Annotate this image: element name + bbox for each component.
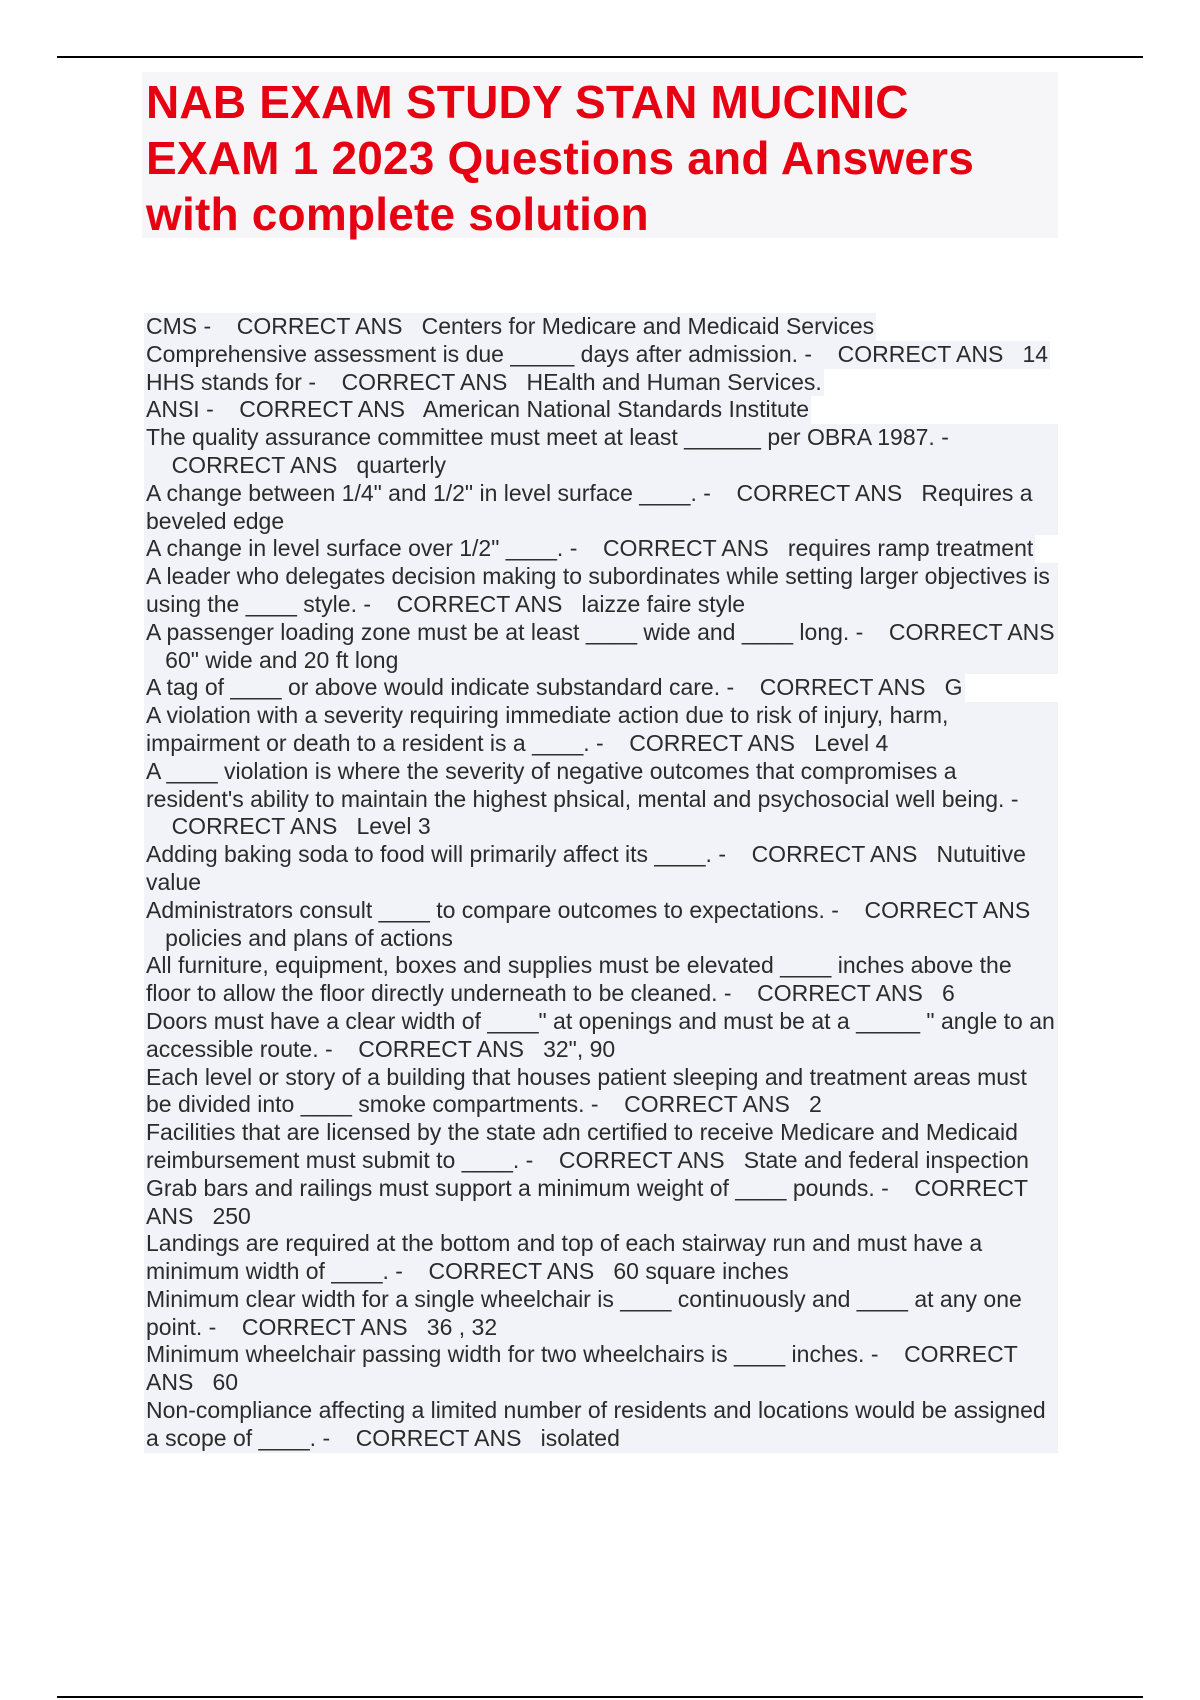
question-text: A change in level surface over 1/2" ____. - <box>146 535 578 562</box>
qa-entry <box>144 369 824 397</box>
qa-entry <box>144 535 1035 563</box>
correct-answer-label: CORRECT ANS <box>736 479 903 506</box>
answer-text: 60 <box>212 1369 239 1396</box>
title-line: NAB EXAM STUDY STAN MUCINIC <box>146 76 909 128</box>
question-text: A leader who delegates decision making to subordinates while setting larger objectives is using the ____ style. - <box>146 563 1050 617</box>
question-text: A passenger loading zone must be at least ____ wide and ____ long. - <box>146 618 864 645</box>
qa-entry <box>144 619 1058 675</box>
question-text: CMS - <box>146 313 212 339</box>
question-text: Facilities that are licensed by the state adn certified to receive Medicare and Medicaid reimbursement must submit to ____. - <box>146 1119 1018 1173</box>
qa-entry <box>144 702 1058 758</box>
qa-entry <box>144 341 1050 369</box>
answer-text: 36 , 32 <box>426 1313 498 1340</box>
answer-text: American National Standards Institute <box>422 396 810 423</box>
correct-answer-label: CORRECT ANS <box>358 1035 524 1062</box>
document-title <box>146 74 1054 242</box>
correct-answer-label: CORRECT ANS <box>236 313 403 339</box>
answer-text: 14 <box>1022 340 1049 367</box>
question-text: A violation with a severity requiring immediate action due to risk of injury, harm, impairment or death to a resident is a ____. - <box>146 702 949 756</box>
title-block <box>142 72 1058 238</box>
question-text: HHS stands for - <box>146 368 316 395</box>
qa-entry <box>144 952 1058 1008</box>
correct-answer-label: CORRECT ANS <box>355 1424 522 1451</box>
correct-answer-label: CORRECT ANS <box>602 535 769 562</box>
question-text: Landings are required at the bottom and top of each stairway run and must have a minimum width of ____. - <box>146 1230 983 1285</box>
answer-text: G <box>944 674 963 701</box>
qa-entry <box>144 1230 1058 1286</box>
answer-text: 6 <box>942 980 955 1007</box>
answer-text: 60" wide and 20 ft long <box>165 646 399 673</box>
question-text: A ____ violation is where the severity of negative outcomes that compromises a resident's ability to maintain the highest phsical, mental and psychosocial well being. - <box>146 757 1019 812</box>
answer-text: laizze faire style <box>581 590 746 617</box>
question-text: Comprehensive assessment is due _____ days after admission. - <box>146 340 813 367</box>
correct-answer-label: CORRECT ANS <box>558 1146 725 1173</box>
answer-text: Nutuitive value <box>146 841 1026 895</box>
correct-answer-label: CORRECT ANS <box>864 896 1031 923</box>
answer-text: quarterly <box>356 451 446 478</box>
answer-text: 60 square inches <box>613 1258 789 1285</box>
correct-answer-label: CORRECT ANS <box>624 1091 790 1118</box>
qa-entry <box>144 1286 1058 1342</box>
question-text: All furniture, equipment, boxes and supplies must be elevated ____ inches above the floor to allow the floor directly underneath to be cleaned. - <box>146 952 1012 1007</box>
correct-answer-label: CORRECT ANS <box>239 396 406 423</box>
correct-answer-label: CORRECT ANS <box>888 618 1055 645</box>
answer-text: State and federal inspection <box>743 1146 1029 1173</box>
question-text: ANSI - <box>146 396 214 423</box>
correct-answer-label: CORRECT ANS <box>759 674 926 701</box>
question-text: Minimum clear width for a single wheelchair is ____ continuously and ____ at any one point. - <box>146 1285 1022 1340</box>
correct-answer-label: CORRECT ANS <box>837 340 1004 367</box>
question-text: Doors must have a clear width of ____" at openings and must be at a _____ " angle to an accessible route. - <box>146 1007 1055 1062</box>
correct-answer-label: CORRECT ANS <box>396 590 563 617</box>
question-text: Adding baking soda to food will primarily affect its ____. - <box>146 841 726 868</box>
answer-text: policies and plans of actions <box>165 924 453 951</box>
question-text: Grab bars and railings must support a minimum weight of ____ pounds. - <box>146 1174 889 1201</box>
answer-text: Level 3 <box>356 813 431 840</box>
qa-entry <box>144 841 1058 897</box>
qa-entry <box>144 1397 1058 1453</box>
qa-entry <box>144 563 1058 619</box>
top-rule <box>57 56 1143 58</box>
title-line: with complete solution <box>146 188 649 240</box>
question-text: Minimum wheelchair passing width for two wheelchairs is ____ inches. - <box>146 1341 879 1368</box>
qa-entry <box>144 758 1058 841</box>
qa-entry <box>144 313 876 341</box>
correct-answer-label: CORRECT ANS <box>146 1174 1028 1229</box>
answer-text: isolated <box>540 1424 620 1451</box>
answer-text: Requires a beveled edge <box>146 479 1033 534</box>
question-text: Each level or story of a building that houses patient sleeping and treatment areas must be divided into ____ smoke compartments. - <box>146 1063 1027 1118</box>
question-text: A change between 1/4" and 1/2" in level surface ____. - <box>146 479 711 506</box>
answer-text: Level 4 <box>814 729 889 756</box>
title-line: EXAM 1 2023 Questions and Answers <box>146 132 975 184</box>
correct-answer-label: CORRECT ANS <box>241 1313 408 1340</box>
qa-entry <box>144 1064 1058 1120</box>
answer-text: 250 <box>212 1202 251 1229</box>
answer-text: Centers for Medicare and Medicaid Services <box>421 313 875 339</box>
qa-entry <box>144 897 1058 953</box>
question-text: Non-compliance affecting a limited number of residents and locations would be assigned a scope of ____. - <box>146 1397 1046 1451</box>
answer-text: 32", 90 <box>543 1035 616 1062</box>
correct-answer-label: CORRECT ANS <box>428 1258 595 1285</box>
qa-entry <box>144 1008 1058 1064</box>
answer-text: requires ramp treatment <box>787 535 1034 562</box>
qa-entry <box>144 424 1058 480</box>
answer-text: 2 <box>809 1091 822 1118</box>
correct-answer-label: CORRECT ANS <box>751 841 918 868</box>
answer-text: HEalth and Human Services. <box>526 368 822 395</box>
qa-entry <box>144 1119 1058 1175</box>
correct-answer-label: CORRECT ANS <box>171 813 338 840</box>
qa-entry <box>144 674 965 702</box>
correct-answer-label: CORRECT ANS <box>757 980 923 1007</box>
correct-answer-label: CORRECT ANS <box>341 368 508 395</box>
qa-entry <box>144 480 1058 536</box>
qa-entry <box>144 1341 1058 1397</box>
qa-entry <box>144 396 811 424</box>
question-text: The quality assurance committee must meet at least ______ per OBRA 1987. - <box>146 424 949 451</box>
qa-entry <box>144 1175 1058 1231</box>
correct-answer-label: CORRECT ANS <box>171 451 338 478</box>
correct-answer-label: CORRECT ANS <box>629 729 795 756</box>
bottom-rule <box>57 1696 1143 1698</box>
qa-list <box>146 313 1066 1453</box>
question-text: Administrators consult ____ to compare outcomes to expectations. - <box>146 896 839 923</box>
question-text: A tag of ____ or above would indicate substandard care. - <box>146 674 735 701</box>
correct-answer-label: CORRECT ANS <box>146 1341 1018 1396</box>
